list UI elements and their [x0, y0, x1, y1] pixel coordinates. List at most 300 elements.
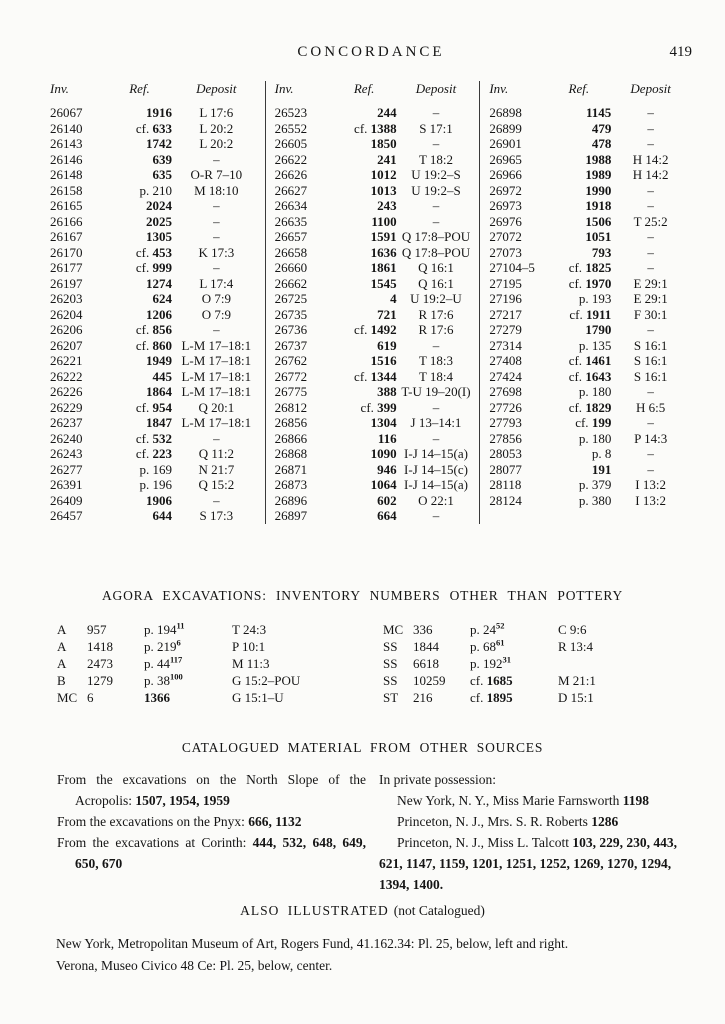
also-illustrated-heading-paren: (not Catalogued) — [393, 903, 485, 918]
table-row — [489, 477, 688, 493]
deposit-cell: – — [213, 213, 220, 229]
ref-number: 1643 — [585, 368, 612, 384]
inv-cell: 27726 — [489, 399, 522, 415]
deposit-cell: O-R 7–10 — [190, 167, 243, 182]
source-entry — [57, 811, 366, 832]
site-prefix-cell: SS — [383, 639, 398, 654]
deposit-cell: I 13:2 — [635, 492, 666, 508]
ref-cell — [107, 198, 174, 214]
inv-cell: 26856 — [274, 415, 308, 430]
deposit-cell: Q 11:2 — [198, 446, 234, 461]
ref-number: 169 — [152, 461, 172, 477]
deposit-column-header: Deposit — [196, 81, 237, 96]
footnote-superscript: 100 — [170, 671, 183, 682]
ref-number: 210 — [152, 182, 172, 198]
inv-cell: 26973 — [489, 198, 522, 213]
table-row — [489, 384, 688, 400]
deposit-cell: – — [647, 136, 654, 151]
also-illustrated-lines — [56, 933, 685, 976]
ref-cell: cf. 532 — [135, 430, 172, 446]
site-prefix-cell: MC — [383, 622, 404, 637]
table-row — [50, 446, 259, 462]
ref-cell: cf. 1911 — [569, 306, 612, 322]
table-row — [50, 431, 259, 447]
deposit-cell: – — [213, 229, 220, 244]
deposit-cell: P 10:1 — [232, 639, 266, 654]
source-text: From the excavations on the North Slope of the Acropolis: — [57, 772, 366, 808]
ref-number: 1906 — [146, 492, 172, 508]
deposit-cell: T 24:3 — [232, 622, 267, 637]
deposit-cell: O 7:9 — [201, 306, 231, 322]
ref-number: 1492 — [370, 322, 397, 337]
illustrated-line: Verona, Museo Civico 48 Ce: Pl. 25, below, center. — [56, 957, 333, 973]
inv-cell: 27856 — [489, 430, 522, 446]
ref-number: 619 — [377, 337, 397, 353]
ref-cell: cf. 1825 — [568, 260, 612, 275]
inv-cell: 27698 — [489, 384, 522, 399]
ref-column-header: Ref. — [568, 81, 590, 96]
ref-cell — [332, 245, 399, 261]
ref-cell — [107, 167, 174, 183]
inv-cell: 27195 — [489, 275, 522, 291]
inv-cell: 26226 — [50, 384, 83, 399]
ref-cell: p. 135 — [578, 337, 612, 353]
column-header-row — [50, 81, 259, 96]
ref-number: 1090 — [370, 446, 397, 461]
ref-cell — [332, 415, 399, 431]
ref-number: 24 — [483, 622, 496, 637]
ref-cell: p. 196 — [139, 477, 172, 492]
agora-table — [57, 621, 689, 706]
ref-number: 1864 — [146, 384, 172, 399]
inv-cell: 26204 — [50, 306, 83, 322]
table-row — [50, 338, 259, 354]
table-row — [489, 152, 688, 168]
deposit-cell: – — [432, 136, 440, 151]
deposit-cell: – — [647, 322, 654, 337]
ref-cell — [546, 322, 613, 338]
ref-number: 1895 — [486, 690, 513, 705]
ref-number: 191 — [591, 461, 612, 477]
ref-cell: cf. 999 — [135, 260, 172, 275]
table-row — [50, 198, 259, 214]
catalogue-numbers: 1198 — [622, 793, 650, 808]
inv-cell: 27279 — [489, 322, 522, 337]
inv-cell: 27073 — [489, 244, 522, 260]
table-row — [50, 369, 259, 385]
ref-cell — [107, 369, 174, 385]
ref-number: 602 — [377, 492, 397, 508]
deposit-cell: – — [647, 229, 654, 244]
inv-cell: 26237 — [50, 415, 83, 430]
ref-number: 1850 — [370, 136, 397, 151]
table-row — [50, 462, 259, 478]
deposit-cell: Q 15:2 — [198, 477, 235, 492]
table-row — [50, 136, 259, 152]
ref-cell — [546, 183, 613, 199]
ref-cell — [546, 152, 613, 168]
ref-number: 1829 — [585, 399, 612, 415]
ref-number: 624 — [152, 291, 172, 306]
deposit-cell: O 22:1 — [418, 492, 454, 508]
table-row — [275, 338, 474, 354]
deposit-cell: – — [647, 260, 654, 275]
deposit-cell: – — [647, 461, 654, 477]
inv-cell: 26277 — [50, 461, 83, 477]
ref-cell — [332, 152, 399, 168]
ref-number: 1388 — [370, 120, 397, 136]
inv-cell: 26146 — [50, 151, 83, 167]
inv-cell: 27217 — [489, 306, 522, 322]
table-row — [50, 260, 259, 276]
concordance-table — [50, 81, 694, 524]
ref-number: 44 — [157, 656, 170, 671]
catalogue-numbers: 1507, 1954, 1959 — [135, 793, 230, 808]
agora-row — [383, 689, 689, 706]
deposit-column-header: Deposit — [630, 81, 671, 96]
ref-number: 532 — [152, 430, 172, 446]
ref-cell — [107, 493, 174, 509]
inv-cell: 26409 — [50, 492, 83, 508]
deposit-cell: Q 16:1 — [418, 260, 454, 275]
ref-number: 793 — [591, 244, 612, 260]
ref-number: 1305 — [146, 229, 172, 244]
table-row — [50, 477, 259, 493]
inv-cell: 26177 — [50, 260, 83, 275]
deposit-cell: U 19:2–S — [411, 167, 461, 182]
inv-cell: 26868 — [274, 446, 308, 461]
source-entry — [379, 832, 691, 895]
column-header-row — [275, 81, 474, 96]
site-prefix-cell: SS — [383, 673, 398, 688]
ref-number: 243 — [377, 198, 397, 213]
ref-cell — [332, 431, 399, 447]
table-row — [275, 446, 474, 462]
inv-cell: 26901 — [489, 136, 522, 151]
inv-cell: 26170 — [50, 244, 83, 260]
table-row — [275, 508, 474, 524]
ref-cell — [107, 105, 174, 121]
deposit-cell: P 14:3 — [634, 430, 668, 446]
ref-number: 1344 — [370, 368, 397, 384]
source-entry — [379, 790, 691, 811]
inv-cell: 10259 — [413, 673, 446, 688]
ref-cell — [546, 121, 613, 137]
ref-number: 1304 — [370, 415, 397, 430]
deposit-cell: – — [432, 430, 440, 446]
ref-cell: cf. 1492 — [354, 322, 397, 337]
table-row — [489, 353, 688, 369]
deposit-cell: L-M 17–18:1 — [181, 337, 252, 353]
deposit-cell: H 14:2 — [632, 167, 669, 182]
site-prefix-cell: A — [57, 622, 67, 637]
ref-number: 1461 — [585, 353, 612, 368]
inv-cell: 26660 — [274, 260, 308, 275]
table-row — [275, 183, 474, 199]
agora-row — [57, 672, 363, 689]
concordance-column — [50, 81, 265, 524]
catalogue-numbers: 103, 229, 230, 443, 621, 1147, 1159, 1201, 1251, 1252, 1269, 1270, 1294, 1394, 1400. — [379, 835, 678, 892]
ref-cell — [546, 214, 613, 230]
ref-number: 2025 — [146, 213, 172, 229]
ref-cell — [332, 338, 399, 354]
deposit-cell: – — [213, 198, 220, 213]
table-row — [275, 167, 474, 183]
table-row — [275, 477, 474, 493]
deposit-cell: – — [432, 399, 440, 415]
agora-row — [383, 638, 689, 655]
inv-cell: 26165 — [50, 198, 83, 213]
deposit-cell: T 18:3 — [418, 353, 454, 368]
inv-cell: 26158 — [50, 182, 83, 198]
ref-cell — [332, 291, 399, 307]
deposit-cell: H 6:5 — [636, 399, 666, 415]
inv-cell: 26657 — [274, 229, 308, 244]
table-row — [275, 431, 474, 447]
ref-number: 1988 — [585, 151, 612, 167]
inv-cell: 28053 — [489, 446, 522, 461]
ref-number: 1100 — [371, 213, 397, 229]
ref-number: 1949 — [146, 353, 172, 368]
ref-number: 193 — [591, 291, 612, 306]
inv-cell: 26972 — [489, 182, 522, 198]
table-row — [275, 462, 474, 478]
ref-cell: cf. 1344 — [354, 368, 397, 384]
ref-number: 223 — [152, 446, 172, 461]
table-row — [275, 136, 474, 152]
ref-number: 244 — [377, 105, 397, 120]
ref-number: 1847 — [146, 415, 172, 430]
ref-number: 38 — [157, 673, 170, 688]
inv-cell: 26635 — [274, 213, 308, 229]
ref-number: 453 — [152, 244, 172, 260]
table-row — [275, 121, 474, 137]
concordance-column — [265, 81, 480, 524]
table-row — [489, 431, 688, 447]
ref-number: 1206 — [146, 306, 172, 322]
table-row — [489, 291, 688, 307]
table-row — [489, 462, 688, 478]
inv-cell: 28118 — [489, 477, 522, 492]
footnote-superscript: 31 — [502, 654, 511, 665]
deposit-cell: R 13:4 — [558, 639, 594, 654]
inv-cell: 26067 — [50, 105, 83, 120]
ref-cell — [107, 214, 174, 230]
agora-block — [383, 621, 689, 706]
ref-cell — [546, 198, 613, 214]
inv-cell: 26166 — [50, 213, 83, 229]
footnote-superscript: 61 — [496, 637, 505, 648]
ref-number: 1506 — [585, 213, 612, 229]
agora-row — [383, 655, 689, 672]
agora-row — [57, 655, 363, 672]
ref-number: 856 — [152, 322, 172, 337]
table-row — [275, 493, 474, 509]
ref-cell: cf. 1829 — [568, 399, 612, 415]
ref-number: 1990 — [585, 182, 612, 198]
catalogue-numbers: 666, 1132 — [248, 814, 302, 829]
ref-number: 379 — [591, 477, 612, 492]
table-row — [489, 493, 688, 509]
ref-number: 2024 — [146, 198, 172, 213]
agora-row — [383, 621, 689, 638]
deposit-cell: C 9:6 — [558, 622, 587, 637]
ref-number: 180 — [591, 384, 612, 399]
catalogued-section-heading: CATALOGUED MATERIAL FROM OTHER SOURCES — [181, 740, 544, 755]
ref-number: 116 — [377, 430, 397, 446]
table-row — [275, 415, 474, 431]
table-row — [275, 384, 474, 400]
illustrated-line: New York, Metropolitan Museum of Art, Rogers Fund, 41.162.34: Pl. 25, below, left and right. — [56, 936, 569, 951]
deposit-cell: – — [647, 105, 654, 120]
footnote-superscript: 6 — [176, 637, 181, 648]
table-row — [489, 260, 688, 276]
deposit-cell: T 25:2 — [633, 213, 668, 229]
ref-cell — [332, 136, 399, 152]
ref-cell — [107, 136, 174, 152]
ref-cell — [107, 384, 174, 400]
ref-number: 1685 — [486, 673, 513, 688]
table-row — [489, 369, 688, 385]
ref-cell: cf. 1643 — [568, 368, 612, 384]
ref-number: 1918 — [585, 198, 612, 213]
table-row — [275, 400, 474, 416]
deposit-cell: G 15:1–U — [232, 690, 284, 705]
ref-cell — [546, 136, 613, 152]
deposit-cell: Q 16:1 — [418, 275, 454, 291]
ref-cell: cf. 1685 — [470, 673, 513, 688]
site-prefix-cell: ST — [383, 690, 399, 705]
deposit-cell: L-M 17–18:1 — [181, 415, 252, 430]
ref-cell: p. 180 — [578, 430, 612, 446]
source-text: New York, N. Y., Miss Marie Farnsworth — [397, 793, 623, 808]
site-prefix-cell: MC — [57, 690, 78, 705]
inv-cell: 26965 — [489, 151, 522, 167]
source-entry — [57, 769, 366, 811]
ref-cell — [546, 229, 613, 245]
inv-cell: 27408 — [489, 353, 522, 368]
table-row — [50, 322, 259, 338]
ref-cell — [332, 229, 399, 245]
deposit-cell: I-J 14–15(a) — [404, 446, 468, 461]
inv-cell: 26976 — [489, 213, 522, 229]
inv-cell: 26229 — [50, 399, 83, 415]
inv-cell: 27104–5 — [489, 260, 535, 275]
ref-number: 721 — [377, 306, 397, 322]
ref-number: 399 — [377, 399, 397, 415]
inv-cell: 28077 — [489, 461, 522, 477]
site-prefix-cell: A — [57, 656, 67, 671]
ref-cell — [546, 245, 613, 261]
ref-cell — [332, 446, 399, 462]
ref-number: 860 — [152, 337, 172, 353]
deposit-cell: – — [213, 260, 220, 275]
inv-cell: 26206 — [50, 322, 83, 337]
footnote-superscript: 11 — [176, 620, 185, 631]
ref-cell: p. 379 — [578, 477, 612, 492]
inv-cell: 26203 — [50, 291, 83, 306]
ref-number: 1013 — [370, 182, 397, 198]
ref-number: 241 — [377, 151, 397, 167]
ref-cell: p. 380 — [578, 492, 612, 508]
inv-cell: 26899 — [489, 120, 522, 136]
inv-cell: 26762 — [274, 353, 308, 368]
agora-section-heading: AGORA EXCAVATIONS: INVENTORY NUMBERS OTHER THAN POTTERY — [101, 588, 624, 603]
ref-number: 445 — [152, 368, 172, 384]
footnote-superscript: 117 — [170, 654, 183, 665]
deposit-cell: Q 17:8–POU — [401, 244, 471, 260]
ref-cell: p. 210 — [139, 182, 172, 198]
inv-cell: 26552 — [274, 120, 308, 136]
ref-number: 946 — [377, 461, 397, 477]
inv-cell: 26772 — [274, 368, 308, 384]
table-row — [275, 291, 474, 307]
deposit-cell: K 17:3 — [198, 244, 235, 260]
deposit-column-header: Deposit — [415, 81, 457, 96]
ref-number: 388 — [377, 384, 397, 399]
ref-number: 664 — [377, 508, 397, 523]
ref-cell — [107, 508, 174, 524]
ref-number: 1970 — [585, 275, 612, 291]
inv-cell: 26873 — [274, 477, 308, 492]
deposit-cell: G 15:2–POU — [232, 673, 301, 688]
deposit-cell: L 17:4 — [199, 275, 234, 291]
deposit-cell: T 18:2 — [418, 151, 454, 167]
agora-row — [57, 621, 363, 638]
inv-cell: 26207 — [50, 337, 83, 353]
ref-cell — [332, 462, 399, 478]
inv-column-header: Inv. — [489, 81, 509, 96]
inv-cell: 26197 — [50, 275, 83, 291]
table-row — [50, 353, 259, 369]
deposit-cell: – — [213, 492, 220, 508]
deposit-cell: H 14:2 — [632, 151, 669, 167]
ref-number: 192 — [483, 656, 503, 671]
inv-cell: 27314 — [489, 337, 522, 353]
deposit-cell: L 20:2 — [199, 136, 234, 151]
ref-number: 1545 — [370, 275, 397, 291]
private-possession-intro: In private possession: — [379, 772, 496, 787]
inv-cell: 26622 — [274, 151, 308, 167]
ref-number: 1825 — [585, 260, 612, 275]
deposit-cell: E 29:1 — [633, 291, 668, 306]
table-row — [489, 229, 688, 245]
ref-cell — [332, 307, 399, 323]
ref-number: 1636 — [370, 244, 397, 260]
inv-cell: 26391 — [50, 477, 83, 492]
ref-number: 219 — [157, 639, 177, 654]
inv-cell: 26140 — [50, 120, 83, 136]
deposit-cell: S 17:3 — [199, 508, 234, 523]
inv-cell: 26221 — [50, 353, 83, 368]
ref-cell — [332, 276, 399, 292]
ref-cell: cf. 860 — [135, 337, 172, 353]
ref-cell: cf. 954 — [135, 399, 172, 415]
deposit-cell: U 19:2–U — [410, 291, 462, 306]
inv-cell: 26736 — [274, 322, 308, 337]
ref-cell — [332, 353, 399, 369]
table-row — [50, 167, 259, 183]
inv-cell: 26866 — [274, 430, 308, 446]
ref-number: 1064 — [370, 477, 397, 492]
inv-cell: 26222 — [50, 368, 83, 384]
ref-cell — [332, 105, 399, 121]
deposit-cell: T-U 19–20(I) — [401, 384, 471, 399]
catalogued-right-column — [379, 769, 691, 895]
ref-number: 135 — [591, 337, 612, 353]
ref-number: 1274 — [146, 275, 172, 291]
ref-cell — [332, 260, 399, 276]
